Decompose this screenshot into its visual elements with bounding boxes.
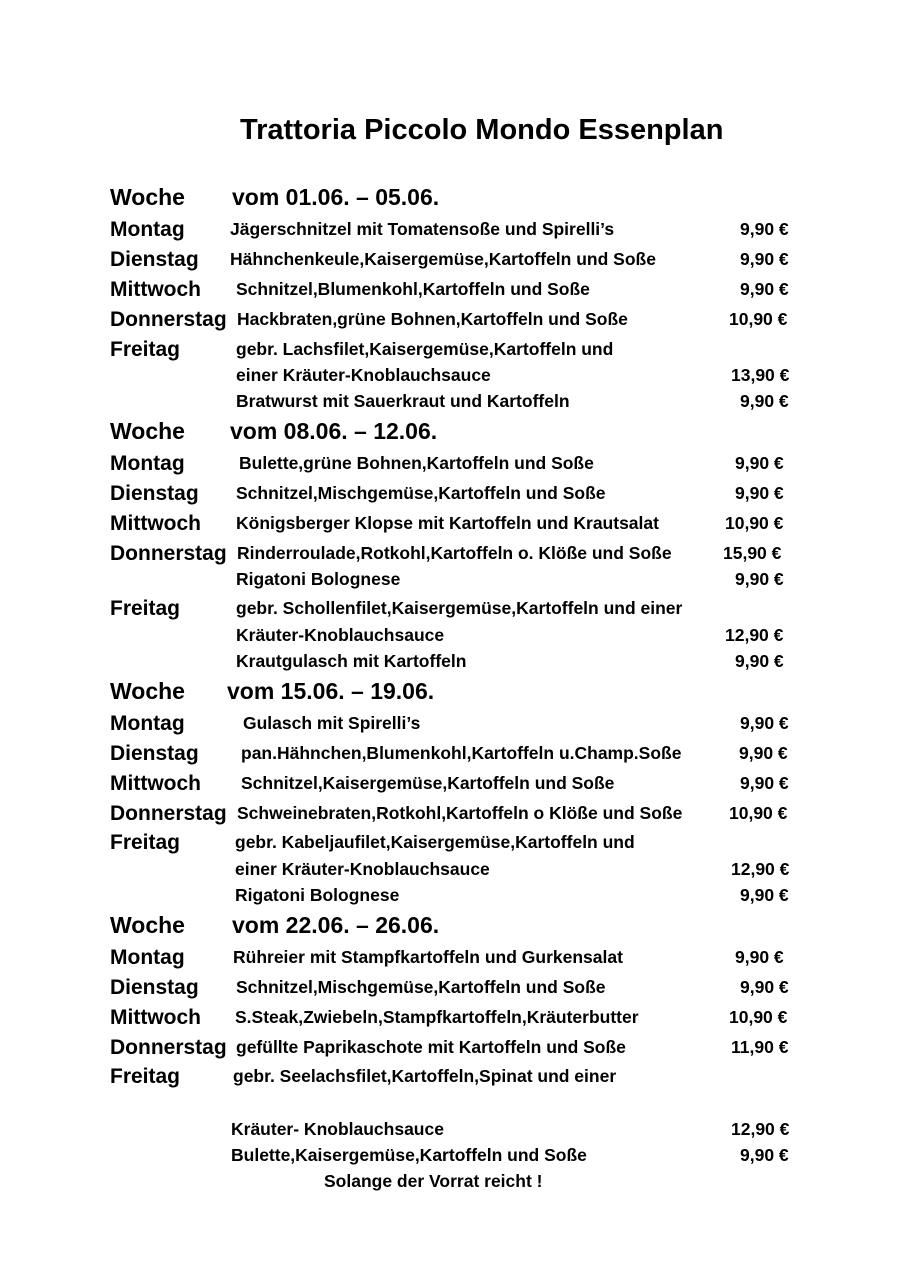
day-label: Freitag xyxy=(110,338,181,361)
day-label: Mittwoch xyxy=(110,278,201,301)
week-range: vom 15.06. – 19.06. xyxy=(227,678,435,704)
week-range: vom 01.06. – 05.06. xyxy=(232,184,440,210)
week-label: Woche xyxy=(110,184,185,210)
day-label: Montag xyxy=(110,452,185,475)
price: 13,90 € xyxy=(731,365,790,385)
page-title: Trattoria Piccolo Mondo Essenplan xyxy=(240,114,724,146)
week-label: Woche xyxy=(110,912,185,938)
dish: einer Kräuter-Knoblauchsauce xyxy=(236,365,491,385)
price: 9,90 € xyxy=(740,713,789,733)
day-label: Donnerstag xyxy=(110,802,227,825)
week-range: vom 08.06. – 12.06. xyxy=(230,418,438,444)
price: 12,90 € xyxy=(725,625,784,645)
dish: Rigatoni Bolognese xyxy=(236,569,401,589)
dish: Bulette,grüne Bohnen,Kartoffeln und Soße xyxy=(239,453,594,473)
dish: Bulette,Kaisergemüse,Kartoffeln und Soße xyxy=(231,1145,587,1165)
day-label: Dienstag xyxy=(110,742,199,765)
day-label: Freitag xyxy=(110,597,181,620)
dish: Hackbraten,grüne Bohnen,Kartoffeln und Soße xyxy=(237,309,628,329)
dish: Schnitzel,Mischgemüse,Kartoffeln und Soße xyxy=(236,977,606,997)
price: 9,90 € xyxy=(740,391,789,411)
day-label: Mittwoch xyxy=(110,512,201,535)
day-label: Freitag xyxy=(110,1065,181,1088)
price: 9,90 € xyxy=(740,773,789,793)
dish: Bratwurst mit Sauerkraut und Kartoffeln xyxy=(236,391,570,411)
price: 9,90 € xyxy=(735,947,784,967)
dish: Schnitzel,Blumenkohl,Kartoffeln und Soße xyxy=(236,279,590,299)
day-label: Dienstag xyxy=(110,482,199,505)
dish: Gulasch mit Spirelli’s xyxy=(243,713,421,733)
day-label: Donnerstag xyxy=(110,308,227,331)
day-label: Mittwoch xyxy=(110,1006,201,1029)
price: 10,90 € xyxy=(729,1007,788,1027)
dish: Kräuter- Knoblauchsauce xyxy=(231,1119,444,1139)
dish: Jägerschnitzel mit Tomatensoße und Spirelli’s xyxy=(230,219,615,239)
dish: gefüllte Paprikaschote mit Kartoffeln und Soße xyxy=(236,1037,626,1057)
dish: gebr. Seelachsfilet,Kartoffeln,Spinat und einer xyxy=(233,1066,617,1086)
day-label: Montag xyxy=(110,218,185,241)
price: 9,90 € xyxy=(740,1145,789,1165)
dish: Schnitzel,Kaisergemüse,Kartoffeln und Soße xyxy=(241,773,615,793)
price: 9,90 € xyxy=(735,569,784,589)
dish: S.Steak,Zwiebeln,Stampfkartoffeln,Kräuterbutter xyxy=(235,1007,639,1027)
price: 11,90 € xyxy=(731,1037,789,1057)
week-range: vom 22.06. – 26.06. xyxy=(232,912,440,938)
day-label: Dienstag xyxy=(110,976,199,999)
dish: Königsberger Klopse mit Kartoffeln und Krautsalat xyxy=(236,513,659,533)
price: 9,90 € xyxy=(740,279,789,299)
price: 9,90 € xyxy=(740,885,789,905)
price: 10,90 € xyxy=(725,513,784,533)
dish: gebr. Schollenfilet,Kaisergemüse,Kartoffeln und einer xyxy=(236,598,683,618)
dish: einer Kräuter-Knoblauchsauce xyxy=(235,859,490,879)
price: 9,90 € xyxy=(735,453,784,473)
dish: gebr. Lachsfilet,Kaisergemüse,Kartoffeln und xyxy=(236,339,614,359)
price: 10,90 € xyxy=(729,309,788,329)
dish: Rigatoni Bolognese xyxy=(235,885,400,905)
day-label: Mittwoch xyxy=(110,772,201,795)
price: 10,90 € xyxy=(729,803,788,823)
price: 9,90 € xyxy=(740,249,789,269)
day-label: Dienstag xyxy=(110,248,199,271)
day-label: Freitag xyxy=(110,831,181,854)
price: 15,90 € xyxy=(723,543,782,563)
day-label: Donnerstag xyxy=(110,1036,227,1059)
dish: pan.Hähnchen,Blumenkohl,Kartoffeln u.Champ.Soße xyxy=(241,743,682,763)
day-label: Montag xyxy=(110,712,185,735)
week-label: Woche xyxy=(110,418,185,444)
day-label: Montag xyxy=(110,946,185,969)
day-label: Donnerstag xyxy=(110,542,227,565)
dish: Schweinebraten,Rotkohl,Kartoffeln o Klöße und Soße xyxy=(237,803,683,823)
price: 9,90 € xyxy=(740,219,789,239)
price: 9,90 € xyxy=(740,977,789,997)
dish: gebr. Kabeljaufilet,Kaisergemüse,Kartoffeln und xyxy=(235,832,635,852)
dish: Hähnchenkeule,Kaisergemüse,Kartoffeln und Soße xyxy=(230,249,656,269)
price: 12,90 € xyxy=(731,1119,790,1139)
week-label: Woche xyxy=(110,678,185,704)
price: 9,90 € xyxy=(739,743,788,763)
dish: Schnitzel,Mischgemüse,Kartoffeln und Soße xyxy=(236,483,606,503)
dish: Krautgulasch mit Kartoffeln xyxy=(236,651,467,671)
dish: Kräuter-Knoblauchsauce xyxy=(236,625,445,645)
price: 9,90 € xyxy=(735,483,784,503)
footer-note: Solange der Vorrat reicht ! xyxy=(324,1171,543,1191)
price: 12,90 € xyxy=(731,859,790,879)
dish: Rühreier mit Stampfkartoffeln und Gurkensalat xyxy=(233,947,623,967)
dish: Rinderroulade,Rotkohl,Kartoffeln o. Klöße und Soße xyxy=(237,543,672,563)
price: 9,90 € xyxy=(735,651,784,671)
